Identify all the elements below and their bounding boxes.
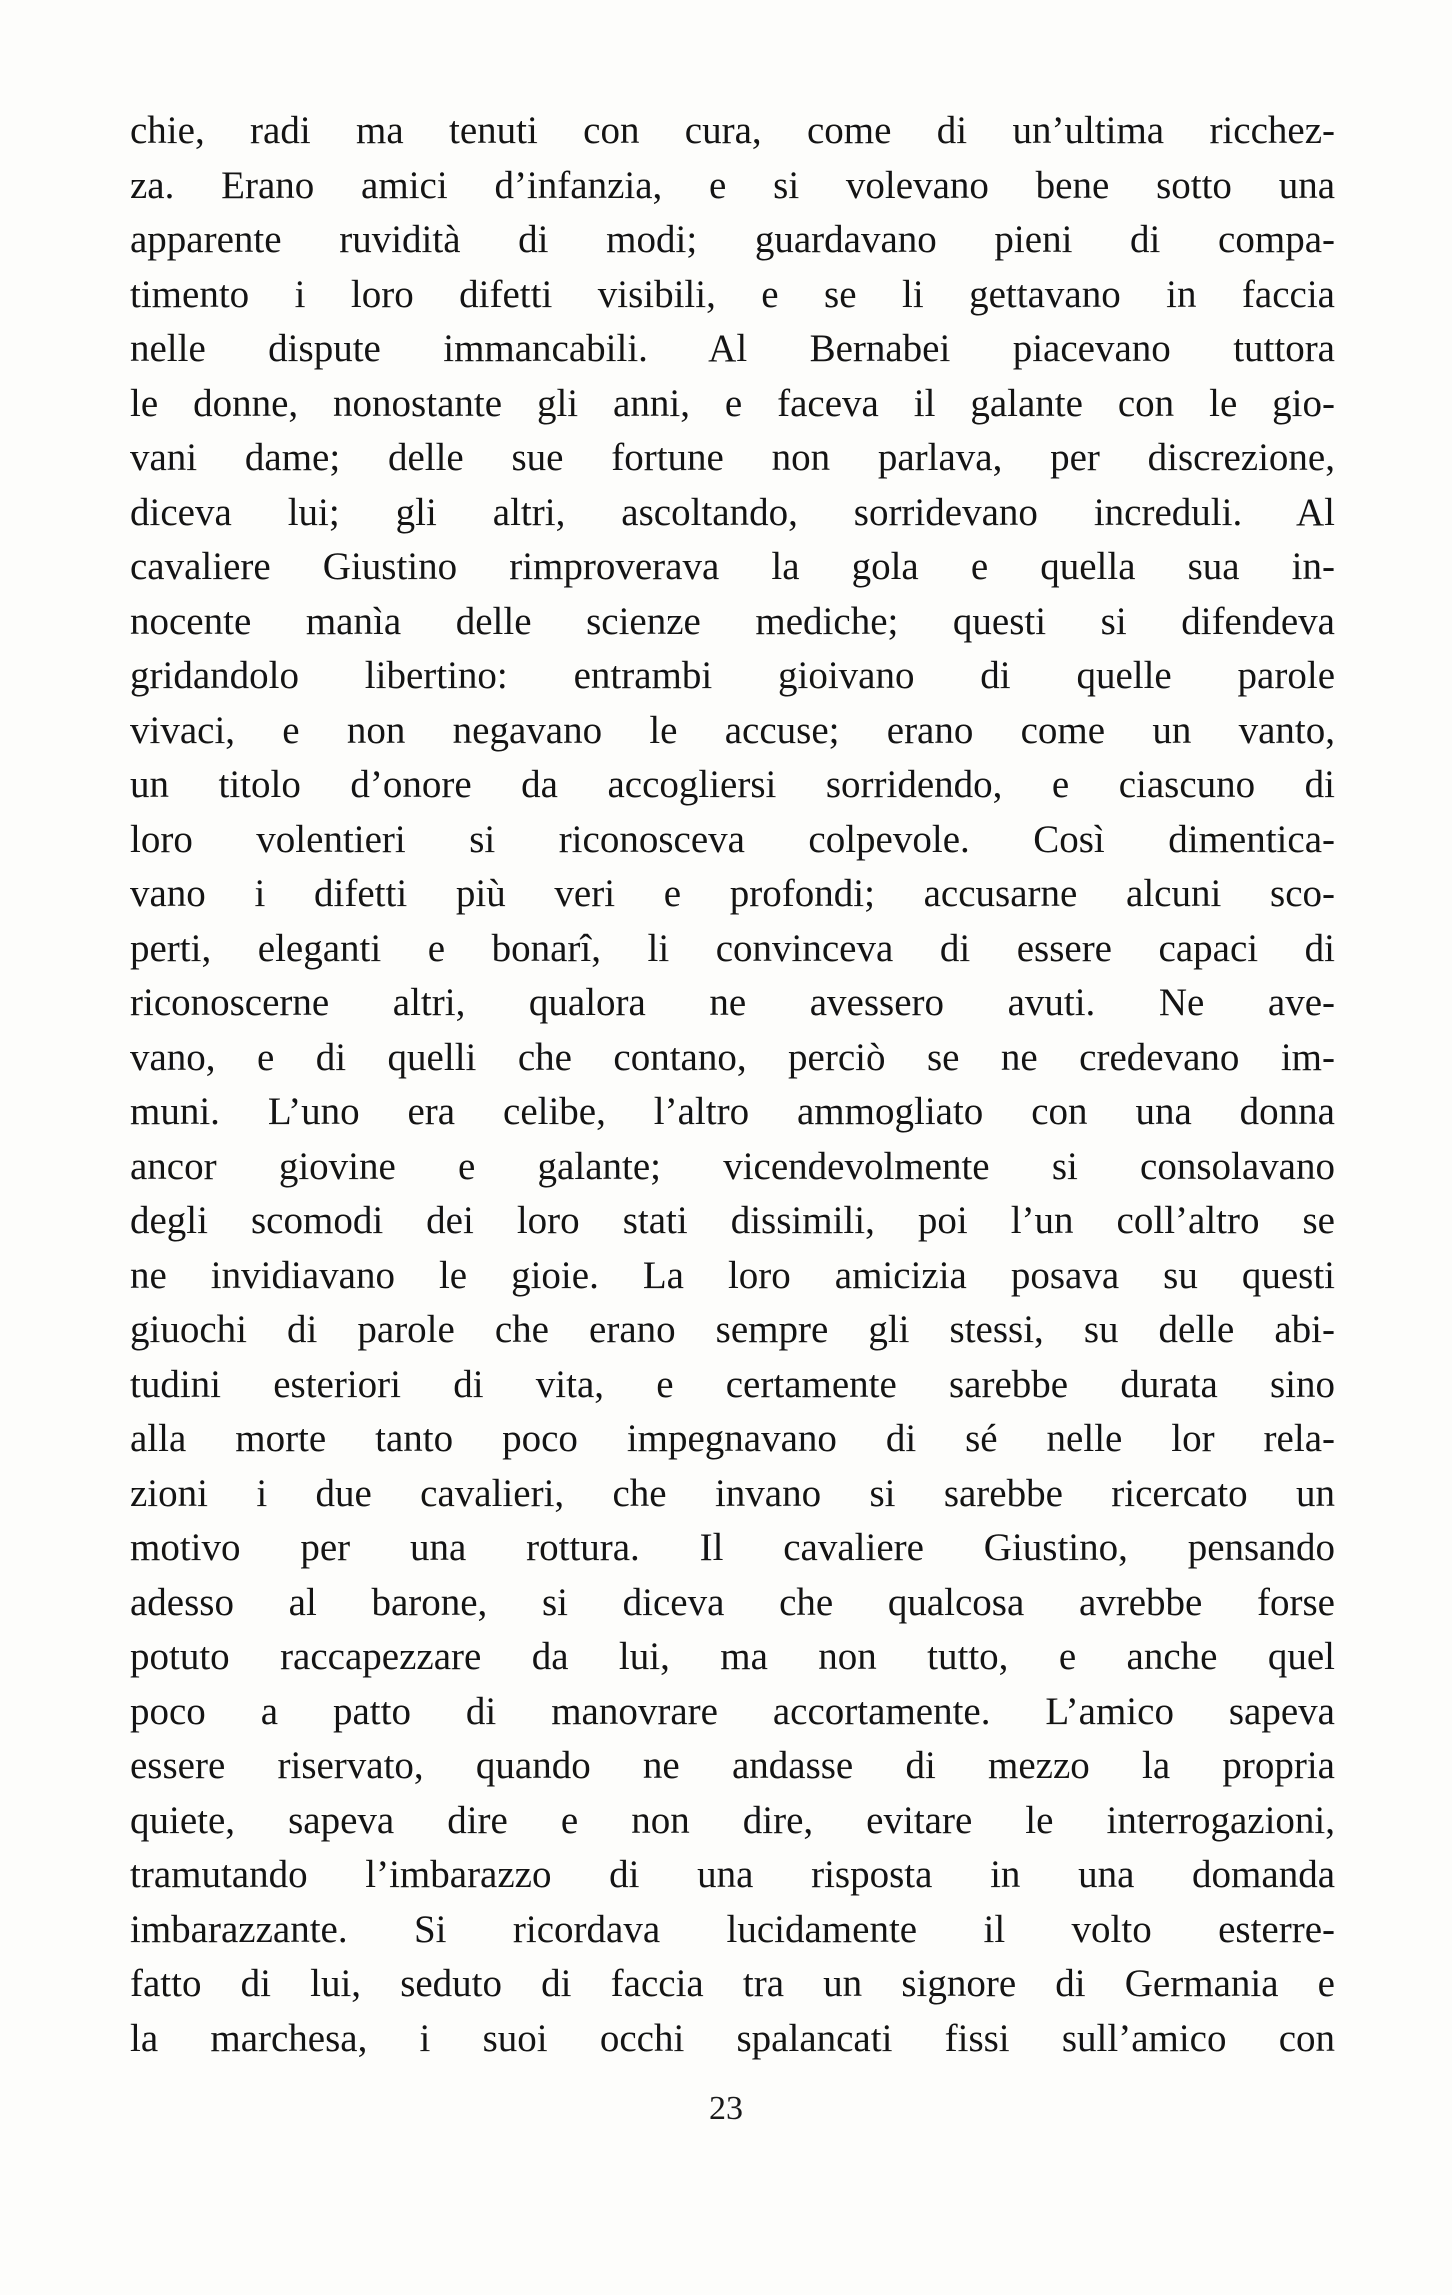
text-line: diceva lui; gli altri, ascoltando, sorridevano increduli. Al bbox=[130, 490, 1335, 534]
text-line: la marchesa, i suoi occhi spalancati fissi sull’amico con bbox=[130, 2016, 1335, 2060]
text-line: tudini esteriori di vita, e certamente sarebbe durata sino bbox=[130, 1362, 1335, 1406]
text-line: vani dame; delle sue fortune non parlava, per discrezione, bbox=[130, 436, 1335, 479]
text-line: degli scomodi dei loro stati dissimili, poi l’un coll’altro se bbox=[130, 1199, 1335, 1242]
text-line: alla morte tanto poco impegnavano di sé nelle lor rela- bbox=[130, 1417, 1335, 1460]
text-line: nocente manìa delle scienze mediche; questi si difendeva bbox=[130, 599, 1335, 643]
text-line: muni. L’uno era celibe, l’altro ammogliato con una donna bbox=[130, 1090, 1335, 1133]
text-line: nelle dispute immancabili. Al Bernabei piacevano tuttora bbox=[130, 327, 1335, 370]
text-line: poco a patto di manovrare accortamente. L’amico sapeva bbox=[130, 1689, 1335, 1733]
text-line: vano i difetti più veri e profondi; accusarne alcuni sco- bbox=[130, 872, 1335, 915]
body-text bbox=[130, 104, 1335, 2066]
text-line: motivo per una rottura. Il cavaliere Giustino, pensando bbox=[130, 1526, 1335, 1569]
text-line: tramutando l’imbarazzo di una risposta in una domanda bbox=[130, 1853, 1335, 1896]
text-line: vivaci, e non negavano le accuse; erano come un vanto, bbox=[130, 708, 1335, 752]
text-line: ancor giovine e galante; vicendevolmente si consolavano bbox=[130, 1144, 1335, 1188]
text-line: fatto di lui, seduto di faccia tra un signore di Germania e bbox=[130, 1962, 1335, 2005]
text-line: imbarazzante. Si ricordava lucidamente il volto esterre- bbox=[130, 1907, 1335, 1951]
text-line: timento i loro difetti visibili, e se li gettavano in faccia bbox=[130, 272, 1335, 316]
text-line: vano, e di quelli che contano, perciò se ne credevano im- bbox=[130, 1035, 1335, 1079]
text-line: le donne, nonostante gli anni, e faceva il galante con le gio- bbox=[130, 381, 1335, 425]
text-line: adesso al barone, si diceva che qualcosa avrebbe forse bbox=[130, 1580, 1335, 1624]
page-number: 23 bbox=[709, 2090, 743, 2127]
text-line: apparente ruvidità di modi; guardavano pieni di compa- bbox=[130, 218, 1335, 261]
text-line: potuto raccapezzare da lui, ma non tutto, e anche quel bbox=[130, 1635, 1335, 1678]
text-line: ne invidiavano le gioie. La loro amicizia posava su questi bbox=[130, 1253, 1335, 1297]
text-line: essere riservato, quando ne andasse di mezzo la propria bbox=[130, 1744, 1335, 1787]
text-line: quiete, sapeva dire e non dire, evitare le interrogazioni, bbox=[130, 1798, 1335, 1842]
text-line: zioni i due cavalieri, che invano si sarebbe ricercato un bbox=[130, 1471, 1335, 1515]
text-line: gridandolo libertino: entrambi gioivano di quelle parole bbox=[130, 654, 1335, 697]
text-line: un titolo d’onore da accogliersi sorridendo, e ciascuno di bbox=[130, 763, 1335, 806]
text-line: chie, radi ma tenuti con cura, come di un’ultima ricchez- bbox=[130, 109, 1335, 152]
text-line: loro volentieri si riconosceva colpevole. Così dimentica- bbox=[130, 817, 1335, 861]
text-line: perti, eleganti e bonarî, li convinceva di essere capaci di bbox=[130, 926, 1335, 970]
text-line: giuochi di parole che erano sempre gli stessi, su delle abi- bbox=[130, 1308, 1335, 1351]
text-line: za. Erano amici d’infanzia, e si volevano bene sotto una bbox=[130, 163, 1335, 207]
text-line: riconoscerne altri, qualora ne avessero avuti. Ne ave- bbox=[130, 981, 1335, 1024]
text-line: cavaliere Giustino rimproverava la gola e quella sua in- bbox=[130, 545, 1335, 588]
